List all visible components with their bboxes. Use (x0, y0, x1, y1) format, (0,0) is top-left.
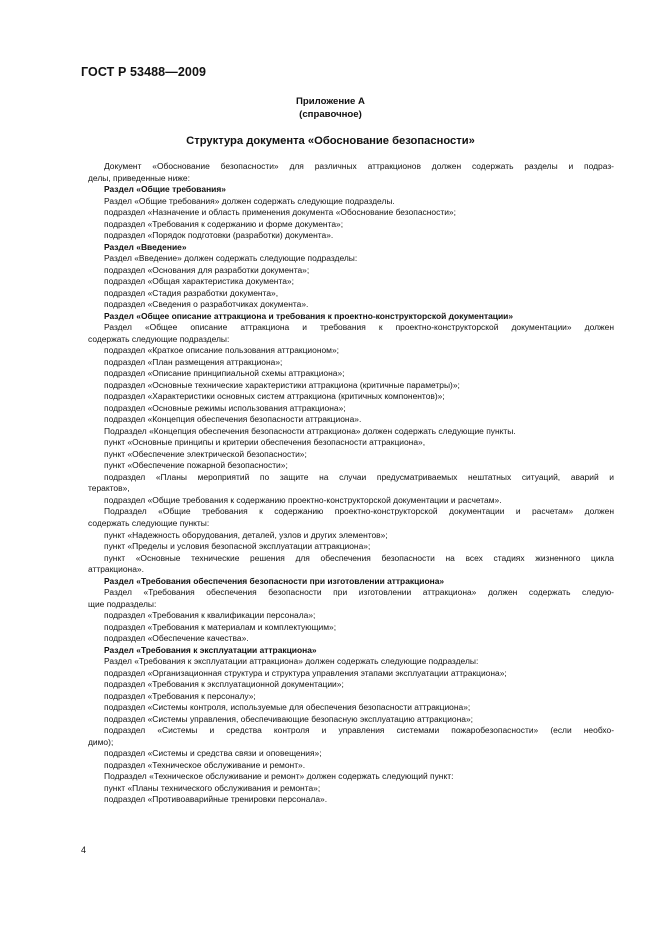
section-heading: Раздел «Введение» (104, 241, 187, 252)
body-line-continuation: димо); (88, 736, 114, 747)
body-line: подраздел «Системы управления, обеспечивающие безопасную эксплуатацию аттракциона»; (104, 713, 473, 724)
body-line: подраздел «Системы и средства связи и оповещения»; (104, 748, 322, 759)
body-line-continuation: щие подразделы: (88, 598, 157, 609)
body-line: подраздел «Техническое обслуживание и ремонт». (104, 759, 306, 770)
annex-heading (0, 95, 661, 121)
body-line: подраздел «Системы и средства контроля и управления системами пожаробезопасности» (если необхо- (104, 725, 614, 736)
body-line: подраздел «Противоаварийные тренировки персонала». (104, 794, 328, 805)
body-line: подраздел «Требования к содержанию и форме документа»; (104, 218, 344, 229)
body-line: подраздел «Общие требования к содержанию проектно-конструкторской документации и расчетам». (104, 494, 502, 505)
document-title: Структура документа «Обоснование безопасности» (186, 135, 475, 147)
body-line: подраздел «Стадия разработки документа», (104, 287, 279, 298)
body-line: пункт «Обеспечение электрической безопасности»; (104, 448, 307, 459)
body-line: подраздел «Организационная структура и структура управления этапами эксплуатации аттракциона»; (104, 667, 507, 678)
body-line-continuation: терактов», (88, 483, 130, 494)
section-heading: Раздел «Требования к эксплуатации аттракциона» (104, 644, 317, 655)
body-line: подраздел «Планы мероприятий по защите на случаи предусматриваемых нештатных ситуаций, аварий и (104, 471, 614, 482)
body-line: подраздел «Краткое описание пользования аттракционом»; (104, 345, 340, 356)
body-line: подраздел «Сведения о разработчиках документа». (104, 299, 309, 310)
body-line: подраздел «Порядок подготовки (разработки) документа». (104, 230, 334, 241)
body-line: пункт «Пределы и условия безопасной эксплуатации аттракциона»; (104, 541, 371, 552)
body-line: подраздел «Общая характеристика документа»; (104, 276, 294, 287)
annex-label: Приложение А (296, 96, 365, 107)
body-line: Раздел «Требования к эксплуатации аттракциона» должен содержать следующие подразделы: (104, 656, 479, 667)
section-heading: Раздел «Общее описание аттракциона и требования к проектно-конструкторской документации» (104, 310, 514, 321)
body-line: Подраздел «Концепция обеспечения безопасности аттракциона» должен содержать следующие пункты. (104, 425, 516, 436)
body-line: пункт «Надежность оборудования, деталей, узлов и других элементов»; (104, 529, 388, 540)
standard-header: ГОСТ Р 53488—2009 (81, 65, 207, 79)
body-line: подраздел «Требования к материалам и комплектующим»; (104, 621, 337, 632)
body-line: подраздел «Характеристики основных систем аттракциона (критичных компонентов)»; (104, 391, 445, 402)
body-line: подраздел «Требования к персоналу»; (104, 690, 256, 701)
document-body (88, 161, 614, 806)
page-number: 4 (81, 845, 87, 855)
body-line: подраздел «Обеспечение качества». (104, 633, 249, 644)
body-line: Раздел «Введение» должен содержать следующие подразделы: (104, 253, 358, 264)
body-line: Подраздел «Техническое обслуживание и ремонт» должен содержать следующий пункт: (104, 771, 454, 782)
body-line-continuation: содержать следующие пункты: (88, 517, 210, 528)
body-line: пункт «Основные технические решения для обеспечения безопасности на всех стадиях жизненного цикла (104, 552, 614, 563)
body-line-continuation: содержать следующие подразделы: (88, 333, 230, 344)
section-heading: Раздел «Общие требования» (104, 184, 226, 195)
body-line: пункт «Основные принципы и критерии обеспечения безопасности аттракциона», (104, 437, 426, 448)
annex-type: (справочное) (299, 109, 362, 120)
body-line: подраздел «Основные режимы использования аттракциона»; (104, 402, 346, 413)
body-line: подраздел «План размещения аттракциона»; (104, 356, 283, 367)
body-line: Раздел «Общие требования» должен содержать следующие подразделы. (104, 195, 395, 206)
body-line: подраздел «Основные технические характеристики аттракциона (критичные параметры)»; (104, 379, 460, 390)
section-heading: Раздел «Требования обеспечения безопасности при изготовлении аттракциона» (104, 575, 445, 586)
body-line: подраздел «Назначение и область применения документа «Обоснование безопасности»; (104, 207, 456, 218)
body-line: подраздел «Основания для разработки документа»; (104, 264, 310, 275)
body-line: подраздел «Концепция обеспечения безопасности аттракциона». (104, 414, 362, 425)
body-line: Документ «Обоснование безопасности» для различных аттракционов должен содержать разделы и подраз- (104, 161, 614, 171)
body-line: Раздел «Общее описание аттракциона и требования к проектно-конструкторской документации» должен (104, 322, 614, 333)
body-line-continuation: делы, приведенные ниже: (88, 172, 190, 183)
body-line: подраздел «Описание принципиальной схемы аттракциона»; (104, 368, 345, 379)
body-line: подраздел «Системы контроля, используемые для обеспечения безопасности аттракциона»; (104, 702, 471, 713)
body-line: подраздел «Требования к квалификации персонала»; (104, 610, 316, 621)
body-line: пункт «Планы технического обслуживания и ремонта»; (104, 782, 321, 793)
body-line: Подраздел «Общие требования к содержанию проектно-конструкторской документации и расчетам» должен (104, 506, 614, 517)
body-line: Раздел «Требования обеспечения безопасности при изготовлении аттракциона» должен содержать следую- (104, 587, 614, 598)
body-line: подраздел «Требования к эксплуатационной документации»; (104, 679, 344, 690)
body-line-continuation: аттракциона». (88, 564, 144, 575)
body-line: пункт «Обеспечение пожарной безопасности»; (104, 460, 288, 471)
